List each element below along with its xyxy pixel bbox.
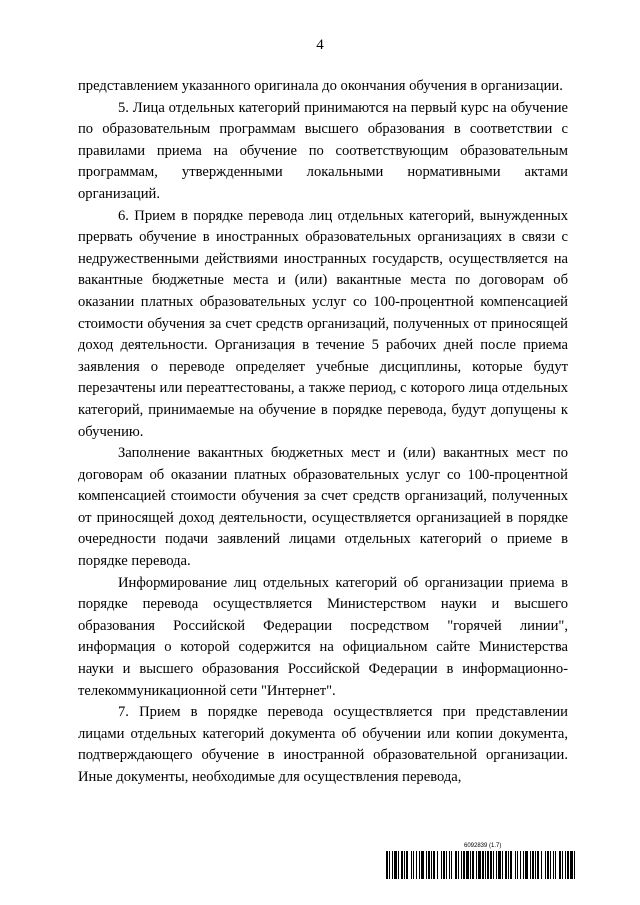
barcode-bar [525,851,528,879]
barcode-bar [502,851,503,879]
barcode-bar [559,851,561,879]
barcode-bar [530,851,531,879]
barcode-bar [553,851,554,879]
barcode-bar [510,851,512,879]
barcode-bar [463,851,465,879]
barcode-bar [404,851,405,879]
barcode-bar [449,851,450,879]
barcode-bar [505,851,507,879]
barcode-bar [461,851,462,879]
barcode-bar [433,851,435,879]
barcode-bar [451,851,452,879]
barcode-bar [431,851,432,879]
barcode-bar [413,851,414,879]
page-number: 4 [316,37,324,53]
paragraph-continuation: представлением указанного оригинала до окончания обучения в организации. [78,78,563,94]
barcode-bar [490,851,492,879]
barcode-bar [386,851,388,879]
barcode-bar [482,851,484,879]
barcode-bar [455,851,457,879]
barcode-bar [478,851,481,879]
barcode-label: 6092839 (1.7) [464,843,502,849]
barcode-bar [535,851,536,879]
barcode-bar [498,851,501,879]
barcode-bar [547,851,549,879]
barcode-bar [466,851,469,879]
barcode-bar [401,851,403,879]
paragraph-item-5: 5. Лица отдельных категорий принимаются на первый курс на обучение по образовательным программам высшего образования в соответствии с правилами приема на обучение по соответствующим образовательным программам, утвержденными локальными нормативными актами организаций. [78,99,568,202]
barcode-bar [515,851,516,879]
barcode-bar [458,851,459,879]
barcode-bar [394,851,397,879]
barcode-bar [520,851,521,879]
barcode-bar [416,851,417,879]
barcode-bar [537,851,539,879]
barcode-bar [446,851,447,879]
barcode-bar [476,851,477,879]
barcode-bar [541,851,542,879]
barcode-bar [428,851,430,879]
barcode-bar [555,851,556,879]
barcode-bar [421,851,424,879]
barcode [386,842,576,882]
barcode-bar [392,851,393,879]
barcode-bar [470,851,471,879]
barcode-bar [570,851,573,879]
barcode-bar [437,851,438,879]
barcode-bar [508,851,509,879]
barcode-bar [517,851,518,879]
barcode-bar [441,851,442,879]
barcode-bar [550,851,551,879]
barcode-bar [411,851,412,879]
barcode-bar [567,851,569,879]
barcode-bar [574,851,575,879]
paragraph-vacancies: Заполнение вакантных бюджетных мест и (или) вакантных мест по договорам об оказании платных образовательных услуг со 100-процентной компенсацией стоимости обучения за счет средств организаций, полученных от приносящей доход деятельности, осуществляется организацией в порядке очередности подачи заявлений лицами отдельных категорий о приеме в порядке перевода. [78,445,568,570]
paragraph-informing: Информирование лиц отдельных категорий об организации приема в порядке перевода осуществляется Министерством науки и высшего образования Российской Федерации посредством "горячей линии", информация о которой содержится на официальном сайте Министерства науки и высшего образования Российской Федерации в информационно-телекоммуникационной сети "Интернет". [78,574,568,699]
barcode-bar [545,851,546,879]
barcode-bar [523,851,524,879]
barcode-bar [493,851,494,879]
barcode-bar [487,851,489,879]
paragraph-item-6: 6. Прием в порядке перевода лиц отдельных категорий, вынужденных прервать обучение в иностранных образовательных организациях в связи с недружественными действиями иностранных государств, осуществляется на вакантные бюджетные места и (или) вакантные места по договорам об оказании платных образовательных услуг со 100-процентной компенсацией стоимости обучения за счет средств организаций, полученных от приносящей доход деятельности. Организация в течение 5 рабочих дней после приема заявления о переводе определяет учебные дисциплины, которые будут перезачтены или переаттестованы, а также период, с которого лица отдельных категорий, принимаемые на обучение в порядке перевода, будут допущены к обучению. [78,207,568,440]
barcode-bar [496,851,497,879]
barcode-bar [389,851,390,879]
barcode-image [386,851,576,879]
barcode-bar [426,851,427,879]
barcode-bar [406,851,408,879]
barcode-bar [419,851,420,879]
barcode-bar [443,851,445,879]
barcode-bar [565,851,566,879]
barcode-bar [398,851,399,879]
document-body [78,76,568,789]
barcode-bar [532,851,534,879]
barcode-bar [562,851,563,879]
paragraph-item-7: 7. Прием в порядке перевода осуществляется при представлении лицами отдельных категорий документа об обучении или копии документа, подтверждающего обучение в иностранной образовательной организации. Иные документы, необходимые для осуществления перевода, [78,704,568,785]
barcode-bar [485,851,486,879]
barcode-bar [472,851,474,879]
